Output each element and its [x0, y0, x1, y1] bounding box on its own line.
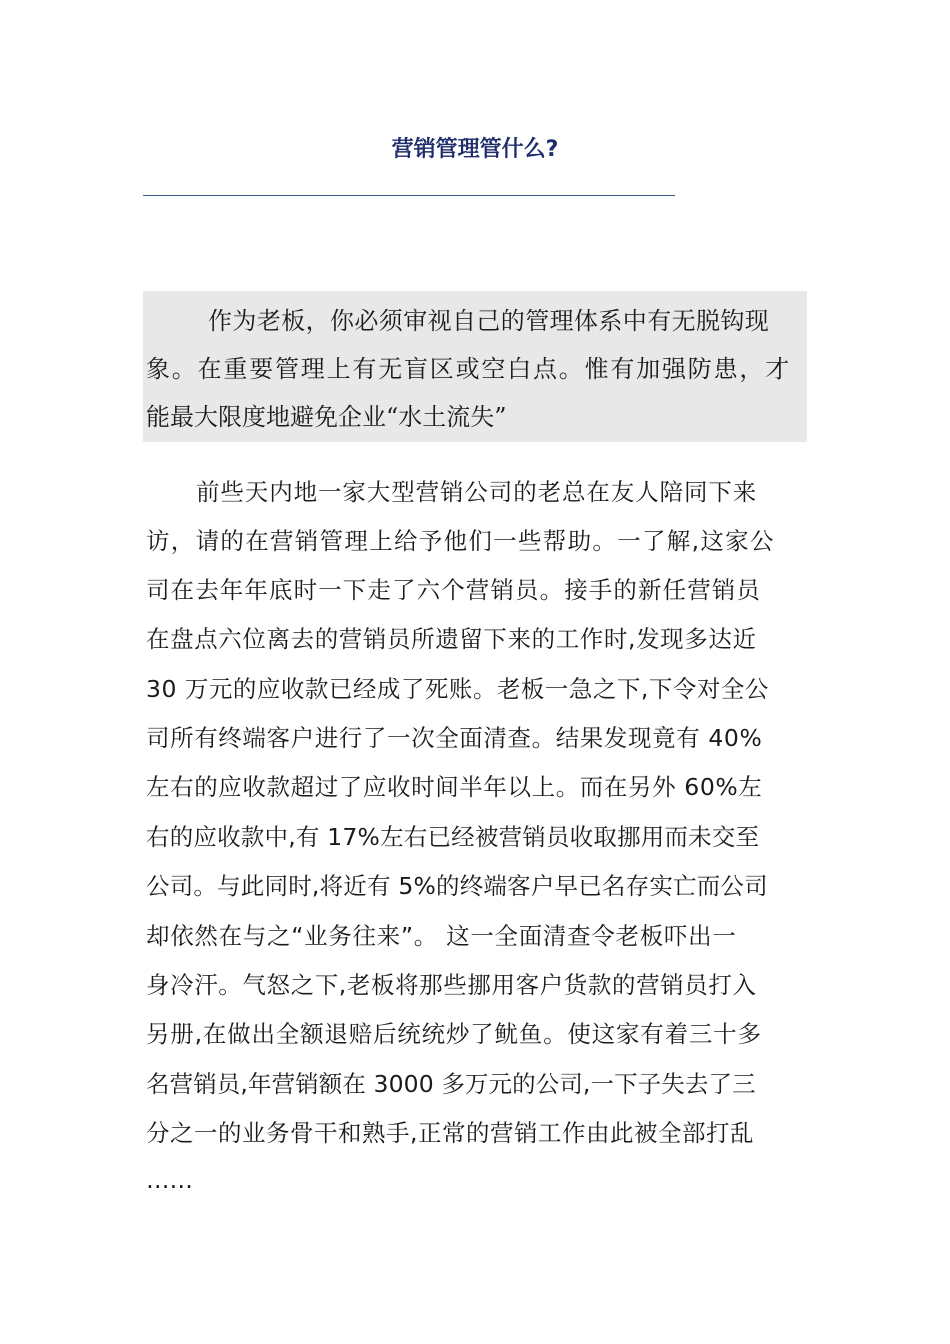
- body-line: 右的应收款中,有 17%左右已经被营销员收取挪用而未交至: [146, 823, 760, 851]
- body-line: ……: [146, 1166, 193, 1194]
- body-line: 前些天内地一家大型营销公司的老总在友人陪同下来: [196, 478, 758, 506]
- body-line: 访，请的在营销管理上给予他们一些帮助。一了解,这家公: [146, 527, 775, 555]
- body-line: 另册,在做出全额退赔后统统炒了鱿鱼。使这家有着三十多: [146, 1020, 762, 1048]
- body-line: 左右的应收款超过了应收时间半年以上。而在另外 60%左: [146, 773, 763, 801]
- summary-line: 象。在重要管理上有无盲区或空白点。惟有加强防患，才: [146, 355, 791, 383]
- summary-box: [143, 291, 807, 442]
- body-line: 在盘点六位离去的营销员所遗留下来的工作时,发现多达近: [146, 625, 757, 653]
- body-line: 名营销员,年营销额在 3000 多万元的公司,一下子失去了三: [146, 1070, 756, 1098]
- body-line: 司在去年年底时一下走了六个营销员。接手的新任营销员: [146, 576, 761, 604]
- body-line: 却依然在与之“业务往来”。 这一全面清查令老板吓出一: [146, 922, 737, 950]
- body-line: 司所有终端客户进行了一次全面清查。结果发现竟有 40%: [146, 724, 763, 752]
- body-line: 分之一的业务骨干和熟手,正常的营销工作由此被全部打乱: [146, 1119, 754, 1147]
- summary-line: 作为老板，你必须审视自己的管理体系中有无脱钩现: [208, 307, 770, 335]
- body-line: 身冷汗。气怒之下,老板将那些挪用客户货款的营销员打入: [146, 971, 757, 999]
- body-line: 公司。与此同时,将近有 5%的终端客户早已名存实亡而公司: [146, 872, 768, 900]
- title-divider: [143, 195, 675, 196]
- body-line: 30 万元的应收款已经成了死账。老板一急之下,下令对全公: [146, 675, 769, 703]
- page-title: 营销管理管什么?: [391, 137, 559, 162]
- summary-line: 能最大限度地避免企业“水土流失”: [146, 403, 507, 431]
